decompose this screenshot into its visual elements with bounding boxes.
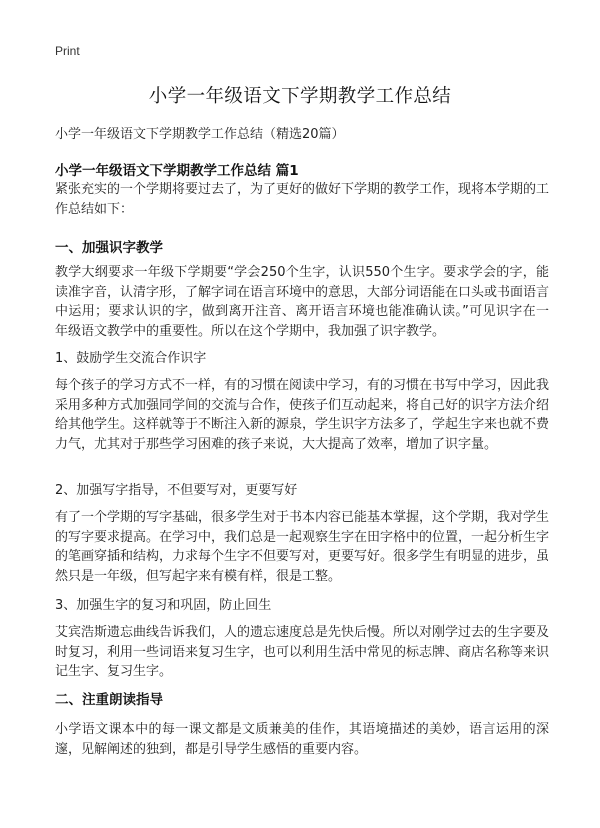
page-subtitle: 小学一年级语文下学期教学工作总结（精选20篇）	[55, 127, 345, 142]
section1-sub1-body: 每个孩子的学习方式不一样，有的习惯在阅读中学习，有的习惯在书写中学习，因此我采用多种方式加强同学间的交流与合作，使孩子们互动起来，将自己好的识字方法介绍给其他学生。这样就等于不断注入新的源泉，学生识字方法多了，学起生字来也就不费力气，尤其对于那些学习困难的孩子来说，大大提高了效率，增加了识字量。	[55, 378, 550, 452]
article-heading: 小学一年级语文下学期教学工作总结 篇1	[55, 163, 299, 179]
section1-title: 一、加强识字教学	[55, 240, 163, 256]
section1-sub2-title: 2、加强写字指导，不但要写对，更要写好	[55, 483, 298, 498]
section1-sub2-body: 有了一个学期的写字基础，很多学生对于书本内容已能基本掌握，这个学期，我对学生的写字要求提高。在学习中，我们总是一起观察生字在田字格中的位置，一起分析生字的笔画穿插和结构，力求每个生字不但要写对，更要写好。很多学生有明显的进步，虽然只是一年级，但写起字来有模有样，很是工整。	[55, 510, 550, 584]
section1-body: 教学大纲要求一年级下学期要“学会250个生字，认识550个生字。要求学会的字，能读准字音，认清字形，了解字词在语言环境中的意思，大部分词语能在口头或书面语言中运用；要求认识的字，做到离开注音、离开语言环境也能准确认读。”可见识字在一年级语文教学中的重要性。所以在这个学期中，我加强了识字教学。	[55, 265, 550, 339]
section1-sub3-title: 3、加强生字的复习和巩固，防止回生	[55, 598, 272, 613]
section1-sub3-body: 艾宾浩斯遗忘曲线告诉我们，人的遗忘速度总是先快后慢。所以对刚学过去的生字要及时复习，利用一些词语来复习生字，也可以利用生活中常见的标志牌、商店名称等来识记生字、复习生字。	[55, 625, 550, 679]
intro-paragraph: 紧张充实的一个学期将要过去了，为了更好的做好下学期的教学工作，现将本学期的工作总结如下：	[55, 182, 550, 217]
page-title: 小学一年级语文下学期教学工作总结	[148, 86, 452, 107]
section2-body: 小学语文课本中的每一课文都是文质兼美的佳作，其语境描述的美妙，语言运用的深邃，见解阐述的独到，都是引导学生感悟的重要内容。	[55, 722, 549, 757]
print-label: Print	[55, 44, 80, 58]
section1-sub1-title: 1、鼓励学生交流合作识字	[55, 351, 207, 366]
section2-title: 二、注重朗读指导	[55, 692, 163, 708]
